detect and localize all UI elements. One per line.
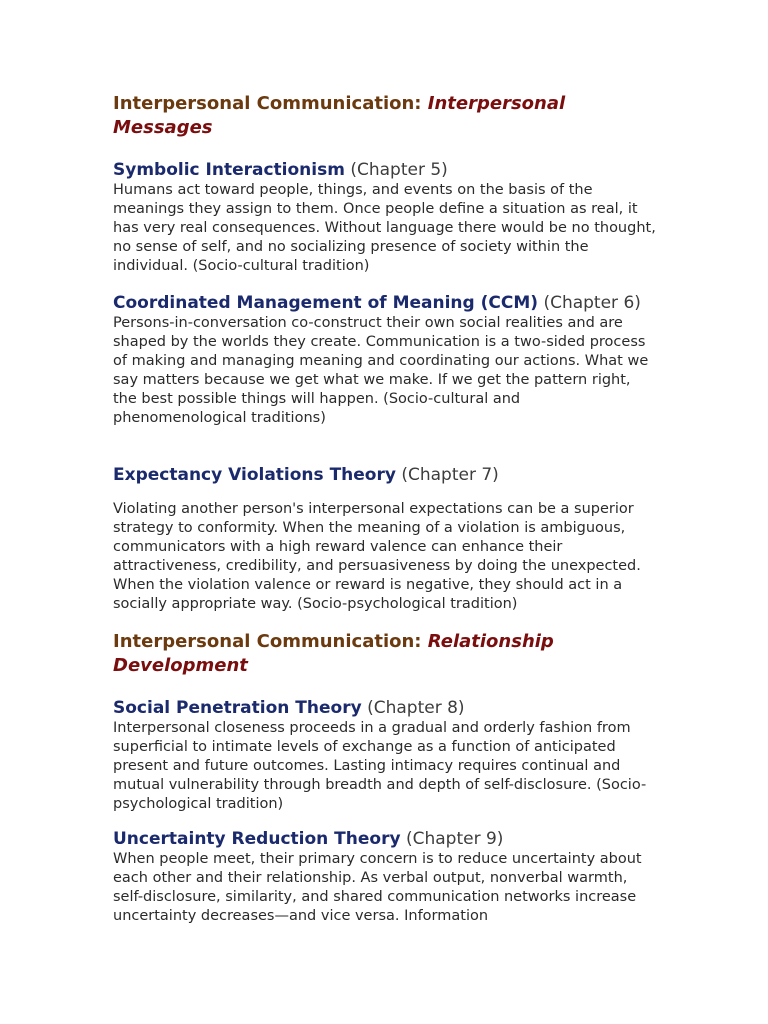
theory-description: Humans act toward people, things, and events on the basis of the meanings they assign to them. Once people define a situation as real, it has very real consequences. Without language there would be no thought, no sense of self, and no socializing presence of society within the individual. (Socio-cultural tradition) [113,182,656,274]
theory-chapter: (Chapter 7) [401,465,499,485]
theory-name: Expectancy Violations Theory [113,465,396,485]
theory-symbolic-interactionism [113,159,658,276]
theory-title [113,828,658,850]
section-heading-prefix: Interpersonal Communication: [113,631,428,652]
theory-social-penetration [113,697,658,814]
theory-title [113,159,658,181]
theory-description: Violating another person's interpersonal expectations can be a superior strategy to conformity. When the meaning of a violation is ambiguous, communicators with a high reward valence can enhance their attractiveness, credibility, and persuasiveness by doing the unexpected. When the violation valence or reward is negative, they should act in a socially appropriate way. (Socio-psychological tradition) [113,501,641,612]
theory-description: Persons-in-conversation co-construct their own social realities and are shaped by the worlds they create. Communication is a two-sided process of making and managing meaning and coordinating our actions. What we say matters because we get what we make. If we get the pattern right, the best possible things will happen. (Socio-cultural and phenomenological traditions) [113,315,649,426]
theory-title [113,292,658,314]
section-heading-1 [113,92,658,140]
theory-name: Social Penetration Theory [113,698,362,718]
section-heading-prefix: Interpersonal Communication: [113,93,428,114]
theory-name: Coordinated Management of Meaning (CCM) [113,293,539,313]
section-heading-2 [113,630,658,678]
theory-name: Uncertainty Reduction Theory [113,829,401,849]
theory-coordinated-management-of-meaning [113,292,658,428]
section-heading-emphasis: Interpersonal Messages [113,93,566,138]
theory-chapter: (Chapter 8) [367,698,465,718]
theory-chapter: (Chapter 6) [543,293,641,313]
theory-description: Interpersonal closeness proceeds in a gradual and orderly fashion from superficial to intimate levels of exchange as a function of anticipated present and future outcomes. Lasting intimacy requires continual and mutual vulnerability through breadth and depth of self-disclosure. (Socio-psychological tradition) [113,720,647,812]
theory-chapter: (Chapter 5) [350,160,448,180]
theory-expectancy-violations [113,464,658,614]
theory-title [113,464,658,486]
theory-description: When people meet, their primary concern is to reduce uncertainty about each other and their relationship. As verbal output, nonverbal warmth, self-disclosure, similarity, and shared communication networks increase uncertainty decreases—and vice versa. Information [113,851,642,924]
theory-chapter: (Chapter 9) [405,829,504,849]
theory-uncertainty-reduction [113,828,658,926]
section-heading-emphasis: Relationship Development [113,631,554,676]
theory-name: Symbolic Interactionism [113,160,345,180]
theory-title [113,697,658,719]
